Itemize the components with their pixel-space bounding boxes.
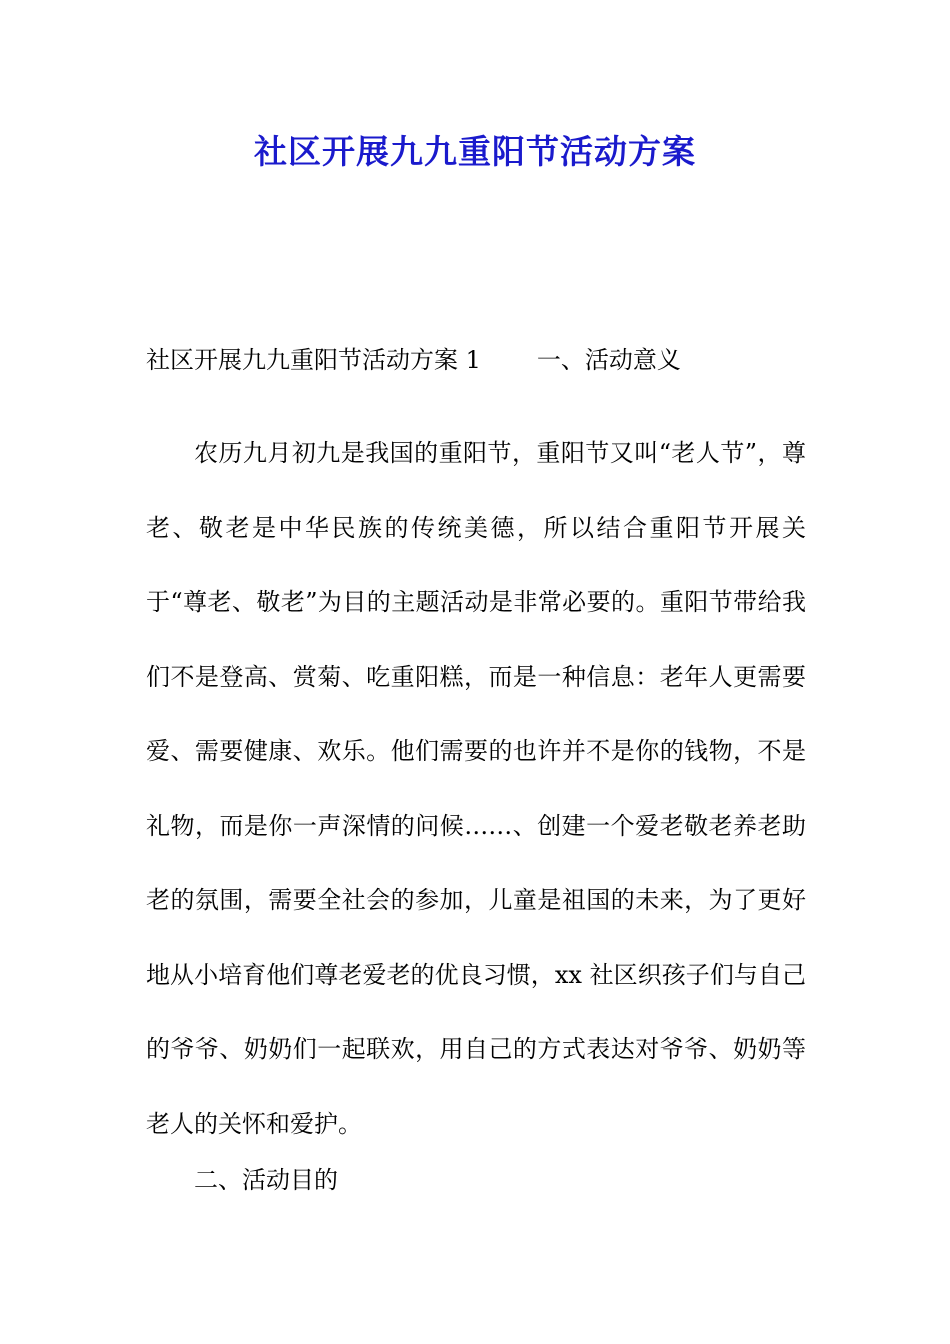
document-title: 社区开展九九重阳节活动方案 (254, 132, 696, 171)
section1-heading: 一、活动意义 (536, 346, 681, 374)
intro-heading-line (146, 340, 806, 380)
section1-paragraph: 农历九月初九是我国的重阳节，重阳节又叫“老人节”，尊老、敬老是中华民族的传统美德，所以结合重阳节开展关于“尊老、敬老”为目的主题活动是非常必要的。重阳节带给我们不是登高、赏菊、吃重阳糕，而是一种信息：老年人更需要爱、需要健康、欢乐。他们需要的也许并不是你的钱物，不是礼物，而是你一声深情的问候……、创建一个爱老敬老养老助老的氛围，需要全社会的参加，儿童是祖国的未来，为了更好地从小培育他们尊老爱老的优良习惯，xx 社区织孩子们与自己的爷爷、奶奶们一起联欢，用自己的方式表达对爷爷、奶奶等老人的关怀和爱护。 (146, 439, 806, 1138)
plan-number-label: 社区开展九九重阳节活动方案 1 (146, 346, 481, 374)
section2-heading: 二、活动目的 (194, 1166, 338, 1194)
